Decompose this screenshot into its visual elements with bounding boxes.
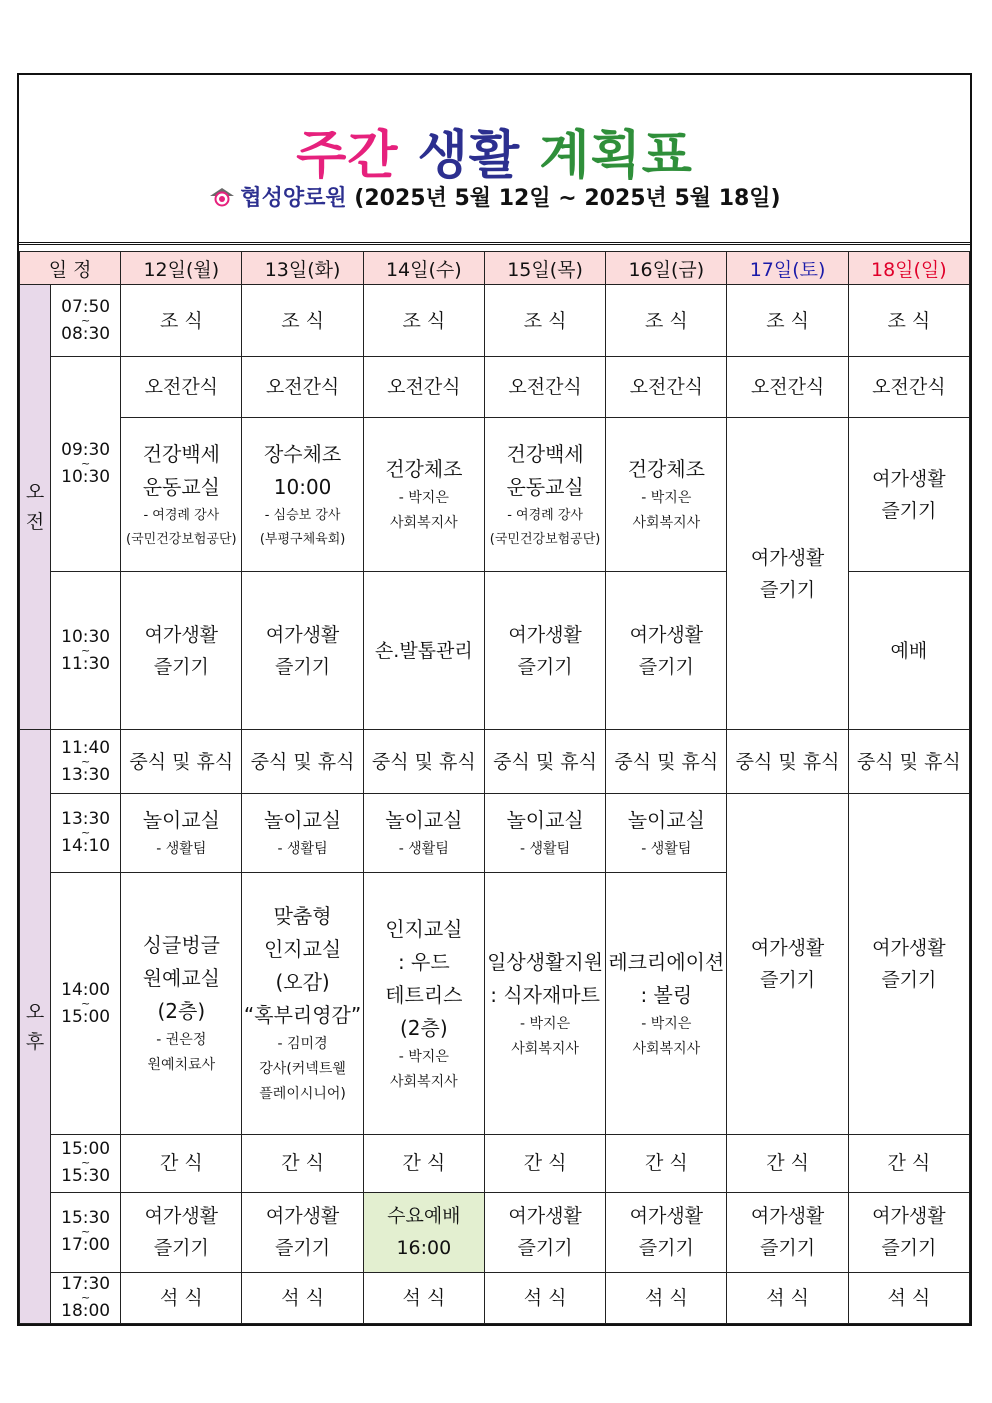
morning-snack-cell: 오전간식: [363, 357, 484, 418]
period-pm-label: 오 후: [25, 1000, 45, 1053]
activity-title: 건강체조: [385, 457, 463, 482]
activity-note: - 권은정 원예치료사: [147, 1032, 216, 1074]
dinner-cell: 석 식: [727, 1272, 848, 1323]
leisure-cell: 여가생활 즐기기: [848, 1192, 969, 1272]
table-row: [20, 1135, 970, 1192]
activity-note: - 박지은 사회복지사: [632, 490, 701, 532]
worship-cell: 예배: [848, 571, 969, 729]
activity-cell: [363, 872, 484, 1135]
title-word-2: 생활: [417, 126, 521, 186]
activity-note: - 생활팀: [398, 841, 449, 858]
activity-title: 인지교실 : 우드 테트리스 (2층): [385, 916, 463, 1040]
time-start: 13:30: [61, 809, 111, 830]
time-tilde: ~: [81, 1156, 91, 1170]
activity-note: - 박지은 사회복지사: [390, 490, 458, 532]
lunch-cell: 중식 및 휴식: [121, 730, 242, 794]
leisure-cell: 여가생활 즐기기: [848, 418, 969, 571]
morning-snack-cell: 오전간식: [727, 357, 848, 418]
snack-cell: 간 식: [606, 1135, 727, 1192]
page-title: [19, 113, 970, 188]
schedule-table: [19, 251, 970, 1324]
time-tilde: ~: [81, 1290, 91, 1304]
activity-cell: [242, 418, 363, 571]
time-end: 17:00: [61, 1235, 111, 1256]
activity-cell: [484, 872, 605, 1135]
table-row: [20, 1192, 970, 1272]
activity-title: 레크리에이션 : 볼링: [608, 949, 725, 1007]
activity-note: - 박지은 사회복지사: [390, 1048, 458, 1090]
time-tilde: ~: [81, 996, 91, 1010]
snack-cell: 간 식: [121, 1135, 242, 1192]
period-am: [20, 285, 51, 730]
activity-title: 싱글벙글 원예교실 (2층): [142, 933, 220, 1024]
period-am-label: 오 전: [25, 481, 45, 534]
lunch-cell: 중식 및 휴식: [606, 730, 727, 794]
time-start: 10:30: [61, 626, 111, 647]
time-slot: [51, 872, 121, 1135]
snack-cell: 간 식: [242, 1135, 363, 1192]
leisure-cell: 여가생활 즐기기: [242, 571, 363, 729]
dinner-cell: 석 식: [606, 1272, 727, 1323]
time-start: 15:00: [61, 1139, 111, 1160]
day-header: 12일(월): [121, 252, 242, 285]
time-end: 13:30: [61, 764, 111, 785]
day-header: 16일(금): [606, 252, 727, 285]
activity-title: 건강백세 운동교실: [142, 441, 220, 499]
lunch-cell: 중식 및 휴식: [848, 730, 969, 794]
activity-note: - 생활팀: [156, 841, 207, 858]
time-slot: [51, 794, 121, 872]
activity-note: - 박지은 사회복지사: [632, 1015, 701, 1057]
time-tilde: ~: [81, 754, 91, 768]
time-slot: [51, 1272, 121, 1323]
dinner-cell: 석 식: [848, 1272, 969, 1323]
dinner-cell: 석 식: [363, 1272, 484, 1323]
lunch-cell: 중식 및 휴식: [363, 730, 484, 794]
activity-title: 일상생활지원 : 식자재마트: [487, 949, 604, 1007]
activity-note: - 여경례 강사 (국민건강보험공단): [126, 507, 237, 547]
time-slot: [51, 285, 121, 357]
activity-note: - 생활팀: [641, 841, 692, 858]
breakfast-cell: 조 식: [848, 285, 969, 357]
leisure-cell: 여가생활 즐기기: [848, 794, 969, 1135]
snack-cell: 간 식: [727, 1135, 848, 1192]
activity-title: 놀이교실: [263, 808, 342, 833]
activity-note: - 생활팀: [520, 841, 571, 858]
time-start: 07:50: [61, 296, 111, 317]
time-slot: [51, 1192, 121, 1272]
wednesday-worship-cell: 수요예배 16:00: [363, 1192, 484, 1272]
time-end: 11:30: [61, 653, 111, 674]
day-header: 13일(화): [242, 252, 363, 285]
morning-snack-cell: 오전간식: [242, 357, 363, 418]
morning-snack-cell: 오전간식: [121, 357, 242, 418]
leisure-cell: 여가생활 즐기기: [727, 794, 848, 1135]
header: [19, 75, 970, 245]
time-start: 11:40: [61, 737, 111, 758]
table-row: [20, 285, 970, 357]
breakfast-cell: 조 식: [484, 285, 605, 357]
time-slot: [51, 357, 121, 572]
table-row: [20, 730, 970, 794]
activity-note: - 김미경 강사(커넥트웰 플레이시니어): [259, 1036, 346, 1103]
leisure-cell: 여가생활 즐기기: [606, 1192, 727, 1272]
activity-title: 건강백세 운동교실: [506, 441, 584, 499]
breakfast-cell: 조 식: [363, 285, 484, 357]
activity-title: 건강체조: [627, 457, 705, 482]
activity-note: - 여경례 강사 (국민건강보험공단): [489, 507, 601, 547]
lunch-cell: 중식 및 휴식: [727, 730, 848, 794]
leisure-cell: 여가생활 즐기기: [121, 571, 242, 729]
time-end: 15:30: [61, 1166, 111, 1187]
activity-note: - 심승보 강사 (부평구체육회): [259, 507, 346, 547]
day-header: 14일(수): [363, 252, 484, 285]
activity-cell: [363, 794, 484, 872]
activity-cell: [121, 418, 242, 571]
time-tilde: ~: [81, 1225, 91, 1239]
activity-cell: [121, 872, 242, 1135]
activity-cell: [484, 418, 605, 571]
time-slot: [51, 1135, 121, 1192]
leisure-cell: 여가생활 즐기기: [727, 1192, 848, 1272]
breakfast-cell: 조 식: [727, 285, 848, 357]
schedule-period: (2025년 5월 12일 ~ 2025년 5월 18일): [354, 186, 781, 211]
activity-title: 놀이교실: [506, 808, 584, 833]
breakfast-cell: 조 식: [242, 285, 363, 357]
snack-cell: 간 식: [484, 1135, 605, 1192]
breakfast-cell: 조 식: [606, 285, 727, 357]
nail-care-cell: 손.발톱관리: [363, 571, 484, 729]
time-end: 15:00: [61, 1006, 111, 1027]
day-header-sunday: 18일(일): [848, 252, 969, 285]
day-header: 15일(목): [484, 252, 605, 285]
activity-cell: [363, 418, 484, 571]
title-word-1: 주간: [296, 126, 399, 186]
activity-note: - 생활팀: [277, 841, 328, 858]
header-row: [20, 252, 970, 285]
time-start: 14:00: [61, 979, 111, 1000]
morning-snack-cell: 오전간식: [848, 357, 969, 418]
period-pm: [20, 730, 51, 1324]
time-start: 17:30: [61, 1273, 111, 1294]
activity-cell: [606, 418, 727, 571]
time-tilde: ~: [81, 643, 91, 657]
organization-logo-icon: [208, 187, 236, 207]
table-row: [20, 357, 970, 418]
leisure-cell: 여가생활 즐기기: [484, 1192, 605, 1272]
leisure-cell: 여가생활 즐기기: [484, 571, 605, 729]
snack-cell: 간 식: [363, 1135, 484, 1192]
activity-cell: [121, 794, 242, 872]
time-start: 09:30: [61, 440, 111, 461]
activity-cell: [606, 872, 727, 1135]
activity-cell: [242, 872, 363, 1135]
time-end: 18:00: [61, 1300, 111, 1321]
table-row: [20, 1272, 970, 1323]
activity-title: 놀이교실: [142, 808, 220, 833]
organization-name: 협성양로원: [240, 186, 347, 211]
morning-snack-cell: 오전간식: [606, 357, 727, 418]
activity-cell: [484, 794, 605, 872]
activity-title: 놀이교실: [627, 808, 705, 833]
day-header-saturday: 17일(토): [727, 252, 848, 285]
lunch-cell: 중식 및 휴식: [484, 730, 605, 794]
activity-title: 놀이교실: [385, 808, 463, 833]
schedule-header: 일 정: [20, 252, 121, 285]
time-start: 15:30: [61, 1208, 111, 1229]
activity-title: 맞춤형 인지교실 (오감) “혹부리영감”: [243, 904, 362, 1028]
leisure-cell: 여가생활 즐기기: [727, 418, 848, 730]
time-end: 10:30: [61, 467, 111, 488]
activity-cell: [606, 794, 727, 872]
activity-cell: [242, 794, 363, 872]
dinner-cell: 석 식: [121, 1272, 242, 1323]
time-end: 08:30: [61, 323, 111, 344]
morning-snack-cell: 오전간식: [484, 357, 605, 418]
time-slot: [51, 730, 121, 794]
activity-note: - 박지은 사회복지사: [511, 1015, 579, 1057]
leisure-cell: 여가생활 즐기기: [242, 1192, 363, 1272]
leisure-cell: 여가생활 즐기기: [121, 1192, 242, 1272]
lunch-cell: 중식 및 휴식: [242, 730, 363, 794]
table-row: [20, 794, 970, 872]
time-tilde: ~: [81, 457, 91, 471]
dinner-cell: 석 식: [484, 1272, 605, 1323]
table-row: [20, 418, 970, 571]
time-end: 14:10: [61, 836, 111, 857]
subtitle: [19, 181, 970, 212]
breakfast-cell: 조 식: [121, 285, 242, 357]
dinner-cell: 석 식: [242, 1272, 363, 1323]
title-word-3: 계획표: [539, 126, 693, 186]
time-slot: [51, 571, 121, 729]
time-tilde: ~: [81, 313, 91, 327]
snack-cell: 간 식: [848, 1135, 969, 1192]
leisure-cell: 여가생활 즐기기: [606, 571, 727, 729]
activity-title: 장수체조 10:00: [263, 441, 342, 499]
time-tilde: ~: [81, 826, 91, 840]
